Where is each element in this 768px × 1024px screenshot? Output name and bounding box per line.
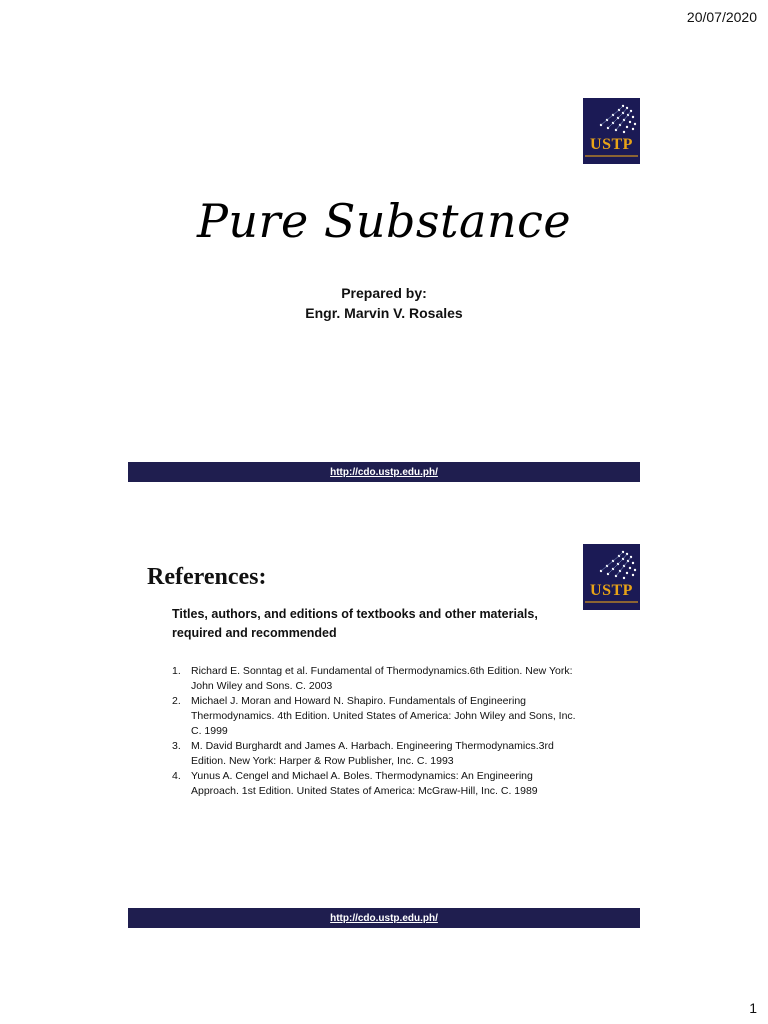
network-dots-icon (583, 544, 640, 584)
reference-number: 1. (172, 665, 181, 677)
prepared-by-block (128, 283, 640, 323)
ustp-logo (583, 98, 640, 164)
reference-number: 4. (172, 770, 181, 782)
logo-text: USTP (590, 136, 633, 153)
website-link[interactable]: http://cdo.ustp.edu.ph/ (330, 913, 438, 924)
references-heading: References: (147, 564, 267, 590)
logo-tagline-line (585, 601, 638, 603)
logo-tagline-line (585, 155, 638, 157)
reference-number: 2. (172, 695, 181, 707)
slide-title (128, 98, 640, 482)
reference-text: M. David Burghardt and James A. Harbach. Engineering Thermodynamics.3rd Edition. New York: Harper & Row Publisher, Inc. C. 1993 (191, 740, 554, 767)
reference-text: Yunus A. Cengel and Michael A. Boles. Thermodynamics: An Engineering Approach. 1st Edition. United States of America: McGraw-Hill, Inc. C. 1989 (191, 770, 538, 797)
page-number: 1 (749, 1000, 757, 1016)
reference-text: Michael J. Moran and Howard N. Shapiro. Fundamentals of Engineering Thermodynamics. 4th Edition. United States of America: John Wiley and Sons, Inc. C. 1999 (191, 695, 576, 737)
slide-footer-bar (128, 462, 640, 482)
network-dots-icon (583, 98, 640, 138)
references-list (172, 664, 577, 799)
reference-item (172, 664, 577, 694)
website-link[interactable]: http://cdo.ustp.edu.ph/ (330, 467, 438, 478)
slide-references (128, 544, 640, 928)
logo-text: USTP (590, 582, 633, 599)
reference-item (172, 694, 577, 739)
page-date: 20/07/2020 (686, 9, 757, 25)
ustp-logo (583, 544, 640, 610)
slide-footer-bar (128, 908, 640, 928)
author-name: Engr. Marvin V. Rosales (305, 305, 463, 321)
reference-number: 3. (172, 740, 181, 752)
references-subtitle: Titles, authors, and editions of textbooks and other materials, required and recommended (172, 607, 538, 640)
slide-title-text: Pure Substance (196, 194, 572, 248)
reference-text: Richard E. Sonntag et al. Fundamental of Thermodynamics.6th Edition. New York: John Wiley and Sons. C. 2003 (191, 665, 573, 692)
prepared-by-label: Prepared by: (341, 285, 427, 301)
reference-item (172, 769, 577, 799)
reference-item (172, 739, 577, 769)
